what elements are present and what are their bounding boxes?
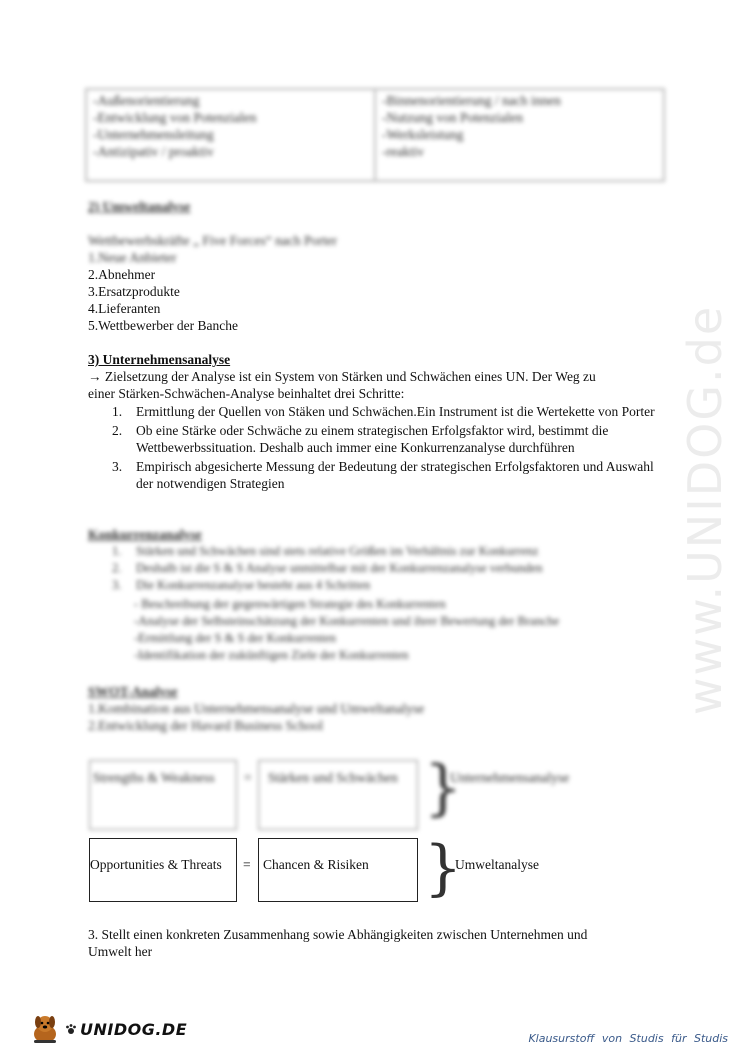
table-cell: -Außenorientierung [93,93,200,108]
table-cell: -Unternehmensleitung [93,127,214,142]
list-item [112,543,660,560]
section-intro [88,368,596,385]
swot-equals: = [244,770,252,785]
section-heading-konkurrenzanalyse: Konkurrenzanalyse [88,527,202,542]
list-item [112,403,660,420]
list-item: 2.Abnehmer [88,267,156,282]
section-heading-unternehmensanalyse: 3) Unternehmensanalyse [88,352,231,367]
list-number: 3. [112,459,123,474]
list-item: 5.Wettbewerber der Banche [88,318,238,333]
section-intro: Wettbewerbskräfte „ Five Forces“ nach Porter [88,233,337,248]
list-text: Stärken und Schwächen sind stets relative Größen im Verhältnis zur Konkurrenz [136,544,539,558]
analysis-steps [112,403,660,494]
list-item [112,560,660,577]
table-right-column [374,90,663,180]
list-item: 1.Kombination aus Unternehmensanalyse und Umweltanalyse [88,701,425,716]
sub-list-item: -Identifikation der zukünftigen Ziele der Konkurrenten [134,648,409,662]
intro-text: Zielsetzung der Analyse ist ein System von Stärken und Schwächen eines UN. Der Weg zu [104,369,596,384]
table-cell: -reaktiv [382,144,424,159]
watermark [665,280,745,740]
paw-icon [65,1023,77,1035]
logo-wordmark: UNIDOG.DE [80,1019,188,1039]
footer-logo [28,1012,187,1046]
list-number: 3. [112,578,122,592]
dog-mascot-icon [28,1012,62,1046]
sub-list-item: - Beschreibung der gegenwärtigen Strategie des Konkurrenten [134,597,446,611]
swot-label-unternehmensanalyse: Unternehmensanalyse [450,770,570,785]
list-number: 2. [112,561,122,575]
table-cell: -Nutzung von Potenzialen [382,110,523,125]
brace-icon: } [424,753,463,823]
list-number: 2. [112,423,123,438]
list-item: 1.Neue Anbieter [88,250,177,265]
swot-equals: = [243,857,251,872]
table-cell: -Werksleistung [382,127,464,142]
list-item [112,577,660,594]
list-text: Die Konkurrenzanalyse besteht aus 4 Schritten [136,578,371,592]
list-item: 2.Entwicklung der Havard Business School [88,718,324,733]
table-cell: -Binnenorientierung / nach innen [382,93,561,108]
table-left-column [87,90,374,180]
list-item [112,422,660,456]
table-cell: -Antizipativ / proaktiv [93,144,214,159]
swot-term-chancen: Chancen & Risiken [263,857,369,872]
list-item: 4.Lieferanten [88,301,161,316]
list-text: Ob eine Stärke oder Schwäche zu einem strategischen Erfolgsfaktor wird, bestimmt die Wettbewerbssituation. Deshalb auch immer eine Konkurrenzanalyse durchführen [136,423,609,455]
watermark-text: www.UNIDOG.de [678,304,732,716]
swot-term-strengths: Strengths & Weakness [93,770,215,785]
swot-term-staerken: Stärken und Schwächen [268,770,398,785]
conclusion-line: Umwelt her [88,944,153,959]
list-text: Deshalb ist die S & S Analyse unmittelbar mit der Konkurrenzanalyse verbunden [136,561,543,575]
section-heading-umweltanalyse: 2) Umweltanalyse [88,199,191,214]
section-heading-swot: SWOT-Analyse [88,684,178,699]
brace-icon: } [424,833,463,903]
list-text: Empirisch abgesicherte Messung der Bedeutung der strategischen Erfolgsfaktoren und Auswahl der notwendigen Strategien [136,459,654,491]
section-intro-cont: einer Stärken-Schwächen-Analyse beinhaltet drei Schritte: [88,386,405,401]
table-cell: -Entwicklung von Potenzialen [93,110,257,125]
conclusion-line: 3. Stellt einen konkreten Zusammenhang sowie Abhängigkeiten zwischen Unternehmen und [88,927,588,942]
list-number: 1. [112,544,122,558]
comparison-table [85,88,665,182]
list-item: 3.Ersatzprodukte [88,284,180,299]
swot-term-opportunities: Opportunities & Threats [90,857,222,872]
arrow-right-icon: → [88,369,102,384]
footer-slogan: Klausurstoff von Studis für Studis [528,1032,728,1045]
list-number: 1. [112,404,123,419]
list-text: Ermittlung der Quellen von Stäken und Schwächen.Ein Instrument ist die Wertekette von Porter [136,404,655,419]
konkurrenz-steps [112,543,660,594]
swot-label-umweltanalyse: Umweltanalyse [455,857,539,872]
sub-list-item: -Ermittlung der S & S der Konkurrenten [134,631,337,645]
sub-list-item: -Analyse der Selbsteinschätzung der Konkurrenten und ihrer Bewertung der Branche [134,614,560,628]
list-item [112,458,660,492]
